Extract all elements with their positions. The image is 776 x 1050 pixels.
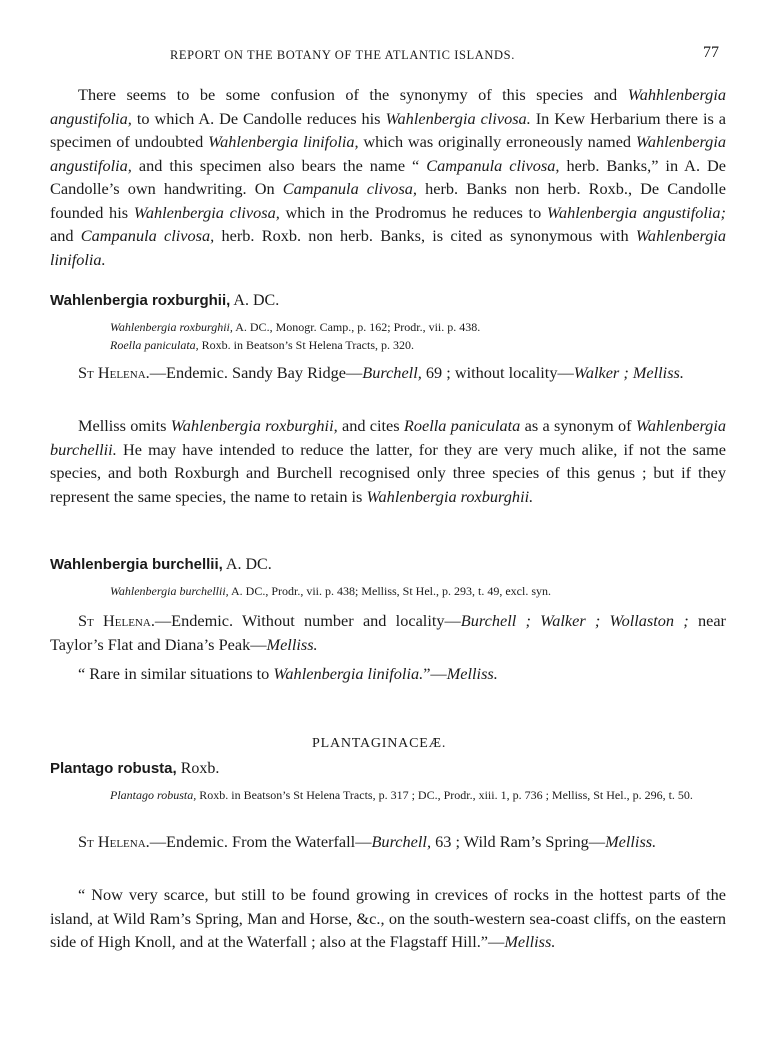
species-entry-burchellii <box>50 556 726 574</box>
synonym-line: Wahlenbergia roxburghii, A. DC., Monogr. Camp., p. 162; Prodr., vii. p. 438. <box>110 320 481 334</box>
species-heading: Wahlenbergia burchellii, A. DC. <box>50 556 272 573</box>
note-paragraph: Melliss omits Wahlenbergia roxburghii, and cites Roella paniculata as a synonym of Wahlenbergia burchellii. He may have intended to reduce the latter, for they are very much alike, if not the same species, and both Roxburgh and Burchell recognised only three species of this genus ; but if they represent the same species, the name to retain is Wahlenbergia roxburghii. <box>50 416 726 506</box>
species-entry-plantago <box>50 760 726 778</box>
synonym-list <box>50 582 726 600</box>
species-entry-roxburghii <box>50 292 726 310</box>
locality-paragraph: St Helena.—Endemic. Without number and locality—Burchell ; Walker ; Wollaston ; near Taylor’s Flat and Diana’s Peak—Melliss. <box>50 611 726 654</box>
page-number: 77 <box>703 44 719 61</box>
synonymy-paragraph-block <box>50 83 726 271</box>
locality-paragraph: St Helena.—Endemic. From the Waterfall—Burchell, 63 ; Wild Ram’s Spring—Melliss. <box>78 832 657 851</box>
family-heading: PLANTAGINACEÆ. <box>312 736 447 751</box>
species-heading: Plantago robusta, Roxb. <box>50 760 220 777</box>
synonym-line: Plantago robusta, Roxb. in Beatson’s St Helena Tracts, p. 317 ; DC., Prodr., xiii. 1, p. 736 ; Melliss, St Hel., p. 296, t. 50. <box>110 788 693 802</box>
synonym-list <box>50 786 726 804</box>
species-heading: Wahlenbergia roxburghii, A. DC. <box>50 292 280 309</box>
synonymy-paragraph: There seems to be some confusion of the synonymy of this species and Wahhlenbergia angustifolia, to which A. De Candolle reduces his Wahlenbergia clivosa. In Kew Herbarium there is a specimen of undoubted Wahlenbergia linifolia, which was originally erroneously named Wahlenbergia angustifolia, and this specimen also bears the name “ Campanula clivosa, herb. Banks,” in A. De Candolle’s own handwriting. On Campanula clivosa, herb. Banks non herb. Roxb., De Candolle founded his Wahlenbergia clivosa, which in the Prodromus he reduces to Wahlenbergia angustifolia; and Campanula clivosa, herb. Roxb. non herb. Banks, is cited as synonymous with Wahlenbergia linifolia. <box>50 85 727 269</box>
running-head: REPORT ON THE BOTANY OF THE ATLANTIC ISLANDS. <box>170 48 515 62</box>
quote-paragraph: “ Now very scarce, but still to be found growing in crevices of rocks in the hottest parts of the island, at Wild Ram’s Spring, Man and Horse, &c., on the south-western sea-coast cliffs, on the eastern side of High Knoll, and at the Waterfall ; also at the Flagstaff Hill.”—Melliss. <box>50 885 726 951</box>
locality-paragraph: St Helena.—Endemic. Sandy Bay Ridge—Burchell, 69 ; without locality—Walker ; Melliss. <box>78 363 684 382</box>
quote-paragraph: “ Rare in similar situations to Wahlenbergia linifolia.”—Melliss. <box>78 664 498 683</box>
synonym-line: Roella paniculata, Roxb. in Beatson’s St Helena Tracts, p. 320. <box>110 338 414 352</box>
synonym-line: Wahlenbergia burchellii, A. DC., Prodr., vii. p. 438; Melliss, St Hel., p. 293, t. 49, excl. syn. <box>110 584 551 598</box>
synonym-list <box>50 318 726 354</box>
